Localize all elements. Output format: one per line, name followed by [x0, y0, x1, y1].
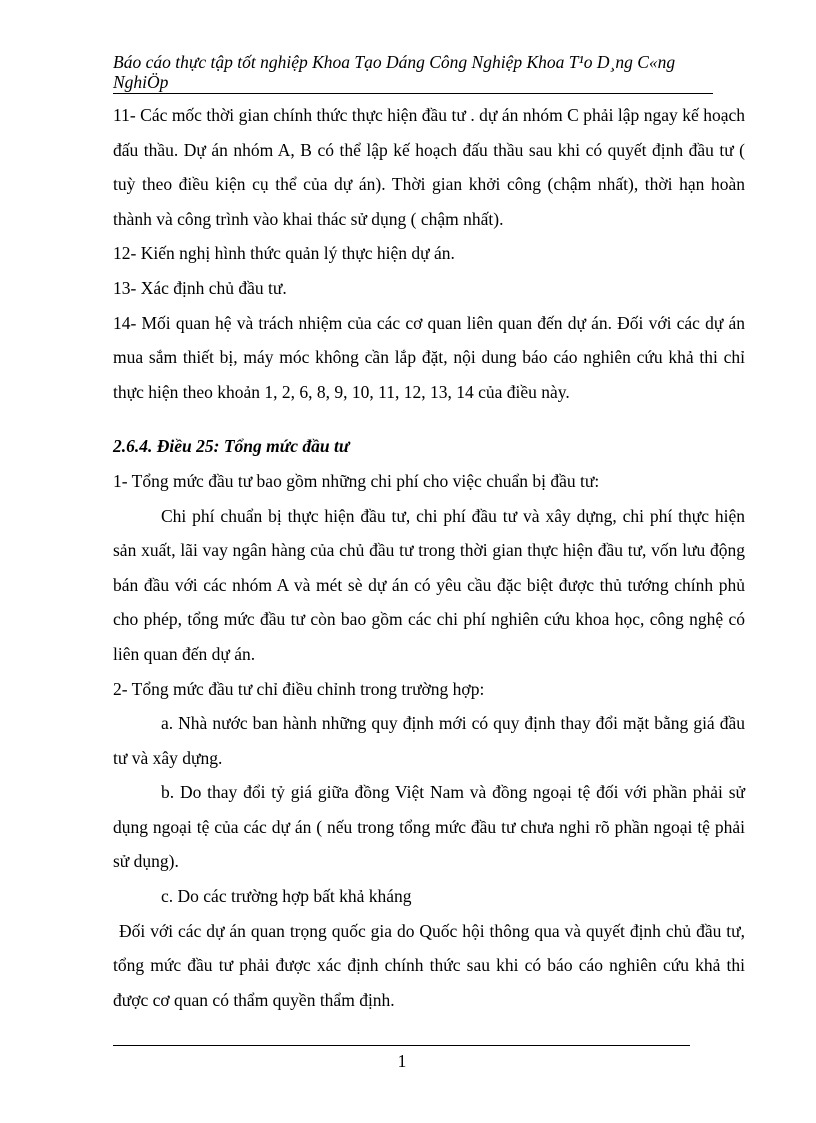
section-heading: 2.6.4. Điều 25: Tổng mức đầu tư — [113, 436, 350, 457]
paragraph-item-12: 12- Kiến nghị hình thức quản lý thực hiện dự án. — [113, 243, 455, 264]
paragraph-item-11: 11- Các mốc thời gian chính thức thực hiện đầu tư . dự án nhóm C phải lập ngay kế hoạch đấu thầu. Dự án nhóm A, B có thể lập kế hoạch đấu thầu sau khi có quyết định đầu tư ( tuỳ theo điều kiện cụ thể của dự án). Thời gian khởi công (chậm nhất), thời hạn hoàn thành và công trình vào khai thác sử dụng ( chậm nhất). — [113, 105, 745, 229]
page-number: 1 — [397, 1051, 407, 1071]
section-item-1: 1- Tổng mức đầu tư bao gồm những chi phí cho việc chuẩn bị đầu tư: — [113, 470, 600, 491]
section-item-c: c. Do các trường hợp bất khả kháng — [161, 886, 412, 907]
section-item-b: b. Do thay đổi tỷ giá giữa đồng Việt Nam và đồng ngoại tệ đối với phần phải sử dụng ngoại tệ của các dự án ( nếu trong tổng mức đầu tư chưa nghi rõ phần ngoại tệ phải sử dụng). — [113, 782, 745, 872]
running-header: Báo cáo thực tập tốt nghiệp Khoa Tạo Dáng Công Nghiệp Khoa T¹o D¸ng C«ng NghiÖp — [113, 52, 713, 94]
section-item-a: a. Nhà nước ban hành những quy định mới có quy định thay đổi mặt bằng giá đầu tư và xây dựng. — [113, 713, 745, 768]
section-spacer — [113, 409, 745, 429]
body-text — [113, 98, 745, 1017]
section-paragraph-costs: Chi phí chuẩn bị thực hiện đầu tư, chi phí đầu tư và xây dựng, chi phí thực hiện sản xuất, lãi vay ngân hàng của chủ đầu tư trong thời gian thực hiện đầu tư, vốn lưu động bán đầu với các nhóm A và mét sè dự án có yêu cầu đặc biệt được thủ tướng chính phủ cho phép, tổng mức đầu tư còn bao gồm các chi phí nghiên cứu khoa học, công nghệ có liên quan đến dự án. — [113, 505, 745, 664]
section-paragraph-national: Đối với các dự án quan trọng quốc gia do Quốc hội thông qua và quyết định chủ đầu tư, tổng mức đầu tư phải được xác định chính thức sau khi có báo cáo nghiên cứu khả thi được cơ quan có thẩm quyền thẩm định. — [113, 920, 745, 1010]
paragraph-item-14: 14- Mối quan hệ và trách nhiệm của các cơ quan liên quan đến dự án. Đối với các dự án mua sắm thiết bị, máy móc không cần lắp đặt, nội dung báo cáo nghiên cứu khả thi chỉ thực hiện theo khoản 1, 2, 6, 8, 9, 10, 11, 12, 13, 14 của điều này. — [113, 312, 745, 402]
footer-divider — [113, 1045, 690, 1046]
paragraph-item-13: 13- Xác định chủ đầu tư. — [113, 277, 287, 298]
section-item-2: 2- Tổng mức đầu tư chỉ điều chỉnh trong trường hợp: — [113, 678, 485, 699]
